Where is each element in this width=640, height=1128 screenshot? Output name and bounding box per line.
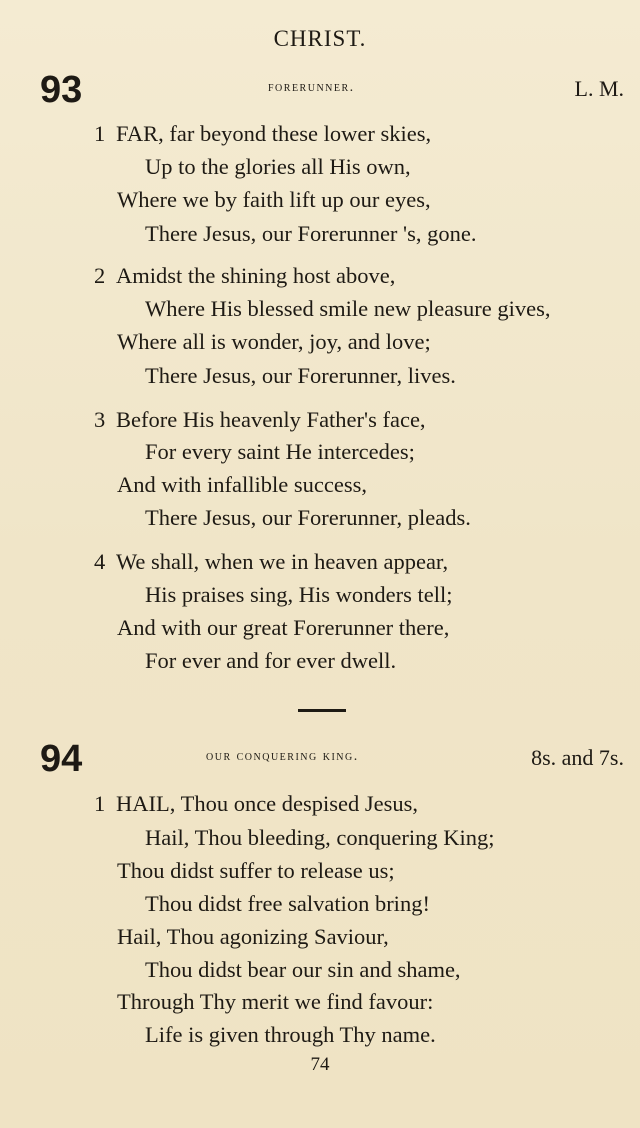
hymn-number: 93 [40, 69, 83, 111]
stanza-line: There Jesus, our Forerunner 's, gone. [145, 221, 477, 246]
hymn-93-header [40, 70, 624, 110]
verse-number: 1 [94, 121, 106, 146]
hymn-meter: L. M. [574, 76, 624, 101]
running-head: CHRIST. [273, 26, 367, 51]
stanza-line: For every saint He intercedes; [145, 439, 415, 464]
stanza-line [94, 262, 395, 290]
line-text: HAIL, Thou once despised Jesus, [116, 791, 419, 816]
line-text: We shall, when we in heaven appear, [116, 549, 449, 574]
hymn-title: our conquering king. [206, 749, 359, 764]
stanza-line: Life is given through Thy name. [145, 1022, 436, 1047]
stanza-line: Where all is wonder, joy, and love; [117, 329, 431, 354]
hymn-meter: 8s. and 7s. [531, 745, 624, 770]
stanza-line: Hail, Thou bleeding, conquering King; [145, 825, 495, 850]
stanza-line: Where His blessed smile new pleasure gives, [145, 296, 551, 321]
verse-number: 1 [94, 791, 106, 816]
stanza-line: Through Thy merit we find favour: [117, 989, 434, 1014]
verse-number: 4 [94, 549, 106, 574]
line-text: Before His heavenly Father's face, [116, 407, 426, 432]
line-text: FAR, far beyond these lower skies, [116, 121, 432, 146]
hymn-number: 94 [40, 738, 83, 780]
stanza-line [94, 548, 448, 576]
line-text: Amidst the shining host above, [116, 263, 396, 288]
stanza-line: Where we by faith lift up our eyes, [117, 187, 431, 212]
stanza-line: Thou didst bear our sin and shame, [145, 957, 461, 982]
page-number: 74 [310, 1054, 330, 1075]
stanza-line: And with infallible success, [117, 472, 367, 497]
stanza-line: His praises sing, His wonders tell; [145, 582, 453, 607]
stanza-line [94, 790, 418, 818]
stanza-line [94, 406, 426, 434]
verse-number: 2 [94, 263, 106, 288]
stanza-line: Thou didst suffer to release us; [117, 858, 395, 883]
stanza-line: There Jesus, our Forerunner, lives. [145, 363, 456, 388]
stanza-line: And with our great Forerunner there, [117, 615, 450, 640]
stanza-line: Up to the glories all His own, [145, 154, 411, 179]
stanza-line: Thou didst free salvation bring! [145, 891, 430, 916]
stanza-line [94, 120, 431, 148]
hymn-title: forerunner. [268, 80, 355, 95]
section-divider [298, 709, 346, 712]
stanza-line: For ever and for ever dwell. [145, 648, 397, 673]
hymn-94-header [40, 739, 624, 779]
stanza-line: There Jesus, our Forerunner, pleads. [145, 505, 471, 530]
stanza-line: Hail, Thou agonizing Saviour, [117, 924, 389, 949]
verse-number: 3 [94, 407, 106, 432]
